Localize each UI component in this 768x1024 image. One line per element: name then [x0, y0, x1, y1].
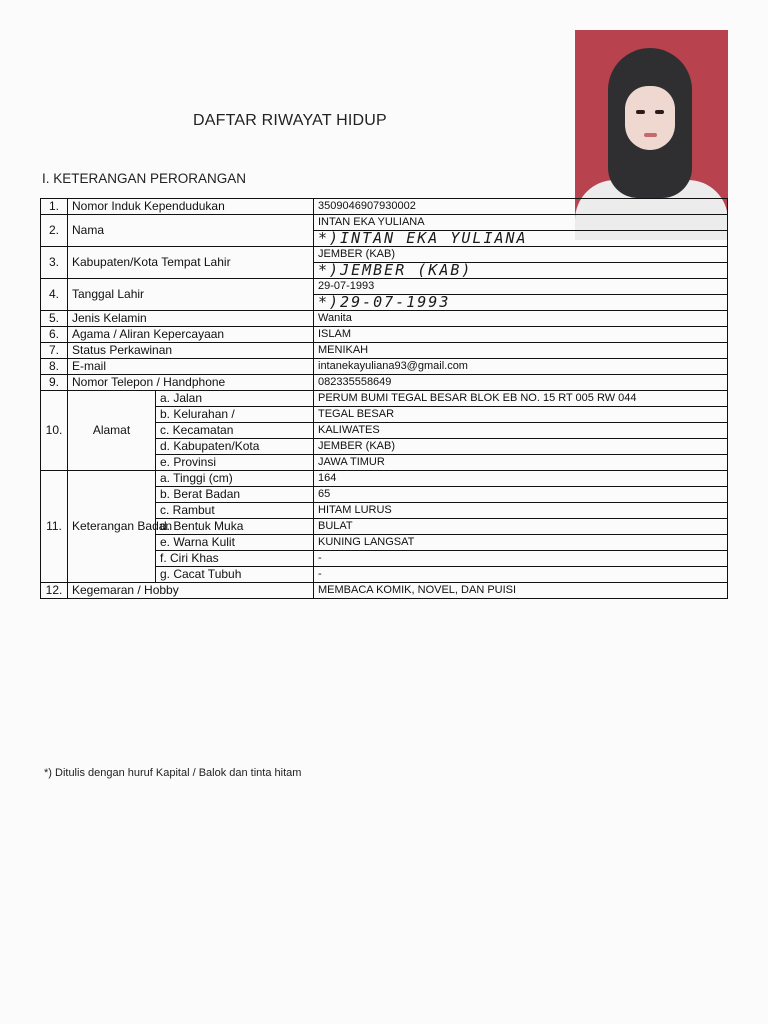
- biodata-table: [40, 198, 728, 599]
- row-label: Tanggal Lahir: [68, 279, 314, 311]
- sub-label: b. Kelurahan /: [156, 407, 314, 423]
- row-number: 6.: [41, 327, 68, 343]
- tanggal-lahir-handwritten-value: *)29-07-1993: [314, 295, 728, 311]
- row-email: [41, 359, 728, 375]
- sub-value: KUNING LANGSAT: [314, 535, 728, 551]
- badan-label: Keterangan Badan: [68, 471, 156, 583]
- sub-value: KALIWATES: [314, 423, 728, 439]
- status-value: MENIKAH: [314, 343, 728, 359]
- sub-value: TEGAL BESAR: [314, 407, 728, 423]
- photo-eye-right: [655, 110, 664, 114]
- sub-label: c. Kecamatan: [156, 423, 314, 439]
- sub-value: PERUM BUMI TEGAL BESAR BLOK EB NO. 15 RT 005 RW 044: [314, 391, 728, 407]
- tanggal-lahir-typed-value: 29-07-1993: [314, 279, 728, 295]
- telepon-value: 082335558649: [314, 375, 728, 391]
- row-number: 9.: [41, 375, 68, 391]
- photo-face: [625, 86, 675, 150]
- row-label: Nomor Induk Kependudukan: [68, 199, 314, 215]
- row-number: 11.: [41, 471, 68, 583]
- sub-value: JAWA TIMUR: [314, 455, 728, 471]
- sub-label: g. Cacat Tubuh: [156, 567, 314, 583]
- row-hobby: [41, 583, 728, 599]
- email-value: intanekayuliana93@gmail.com: [314, 359, 728, 375]
- nama-handwritten-value: *)INTAN EKA YULIANA: [314, 231, 728, 247]
- jenis-kelamin-value: Wanita: [314, 311, 728, 327]
- row-label: Nama: [68, 215, 314, 247]
- sub-label: f. Ciri Khas: [156, 551, 314, 567]
- sub-value: -: [314, 551, 728, 567]
- section-title: I. KETERANGAN PERORANGAN: [42, 171, 247, 186]
- alamat-label: Alamat: [68, 391, 156, 471]
- sub-label: e. Warna Kulit: [156, 535, 314, 551]
- sub-value: 65: [314, 487, 728, 503]
- document-title: DAFTAR RIWAYAT HIDUP: [193, 112, 387, 129]
- sub-value: -: [314, 567, 728, 583]
- sub-value: HITAM LURUS: [314, 503, 728, 519]
- row-label: Status Perkawinan: [68, 343, 314, 359]
- row-label: Agama / Aliran Kepercayaan: [68, 327, 314, 343]
- nik-value: 3509046907930002: [314, 199, 728, 215]
- row-status: [41, 343, 728, 359]
- hobby-value: MEMBACA KOMIK, NOVEL, DAN PUISI: [314, 583, 728, 599]
- sub-value: JEMBER (KAB): [314, 439, 728, 455]
- row-number: 5.: [41, 311, 68, 327]
- tempat-lahir-typed-value: JEMBER (KAB): [314, 247, 728, 263]
- sub-value: BULAT: [314, 519, 728, 535]
- row-alamat-jalan: [41, 391, 728, 407]
- photo-eye-left: [636, 110, 645, 114]
- row-label: Kegemaran / Hobby: [68, 583, 314, 599]
- row-label: Kabupaten/Kota Tempat Lahir: [68, 247, 314, 279]
- row-label: Nomor Telepon / Handphone: [68, 375, 314, 391]
- sub-label: a. Jalan: [156, 391, 314, 407]
- row-badan-tinggi: [41, 471, 728, 487]
- row-number: 3.: [41, 247, 68, 279]
- sub-label: d. Bentuk Muka: [156, 519, 314, 535]
- row-label: Jenis Kelamin: [68, 311, 314, 327]
- nama-typed-value: INTAN EKA YULIANA: [314, 215, 728, 231]
- row-jenis-kelamin: [41, 311, 728, 327]
- sub-label: e. Provinsi: [156, 455, 314, 471]
- tempat-lahir-handwritten-value: *)JEMBER (KAB): [314, 263, 728, 279]
- footnote: *) Ditulis dengan huruf Kapital / Balok dan tinta hitam: [44, 767, 302, 779]
- row-number: 12.: [41, 583, 68, 599]
- row-number: 2.: [41, 215, 68, 247]
- row-label: E-mail: [68, 359, 314, 375]
- row-number: 7.: [41, 343, 68, 359]
- sub-label: a. Tinggi (cm): [156, 471, 314, 487]
- sub-label: c. Rambut: [156, 503, 314, 519]
- row-telepon: [41, 375, 728, 391]
- row-number: 1.: [41, 199, 68, 215]
- row-number: 4.: [41, 279, 68, 311]
- row-agama: [41, 327, 728, 343]
- row-nik: [41, 199, 728, 215]
- row-number: 8.: [41, 359, 68, 375]
- agama-value: ISLAM: [314, 327, 728, 343]
- sub-value: 164: [314, 471, 728, 487]
- sub-label: d. Kabupaten/Kota: [156, 439, 314, 455]
- photo-lips: [644, 133, 657, 137]
- sub-label: b. Berat Badan: [156, 487, 314, 503]
- row-number: 10.: [41, 391, 68, 471]
